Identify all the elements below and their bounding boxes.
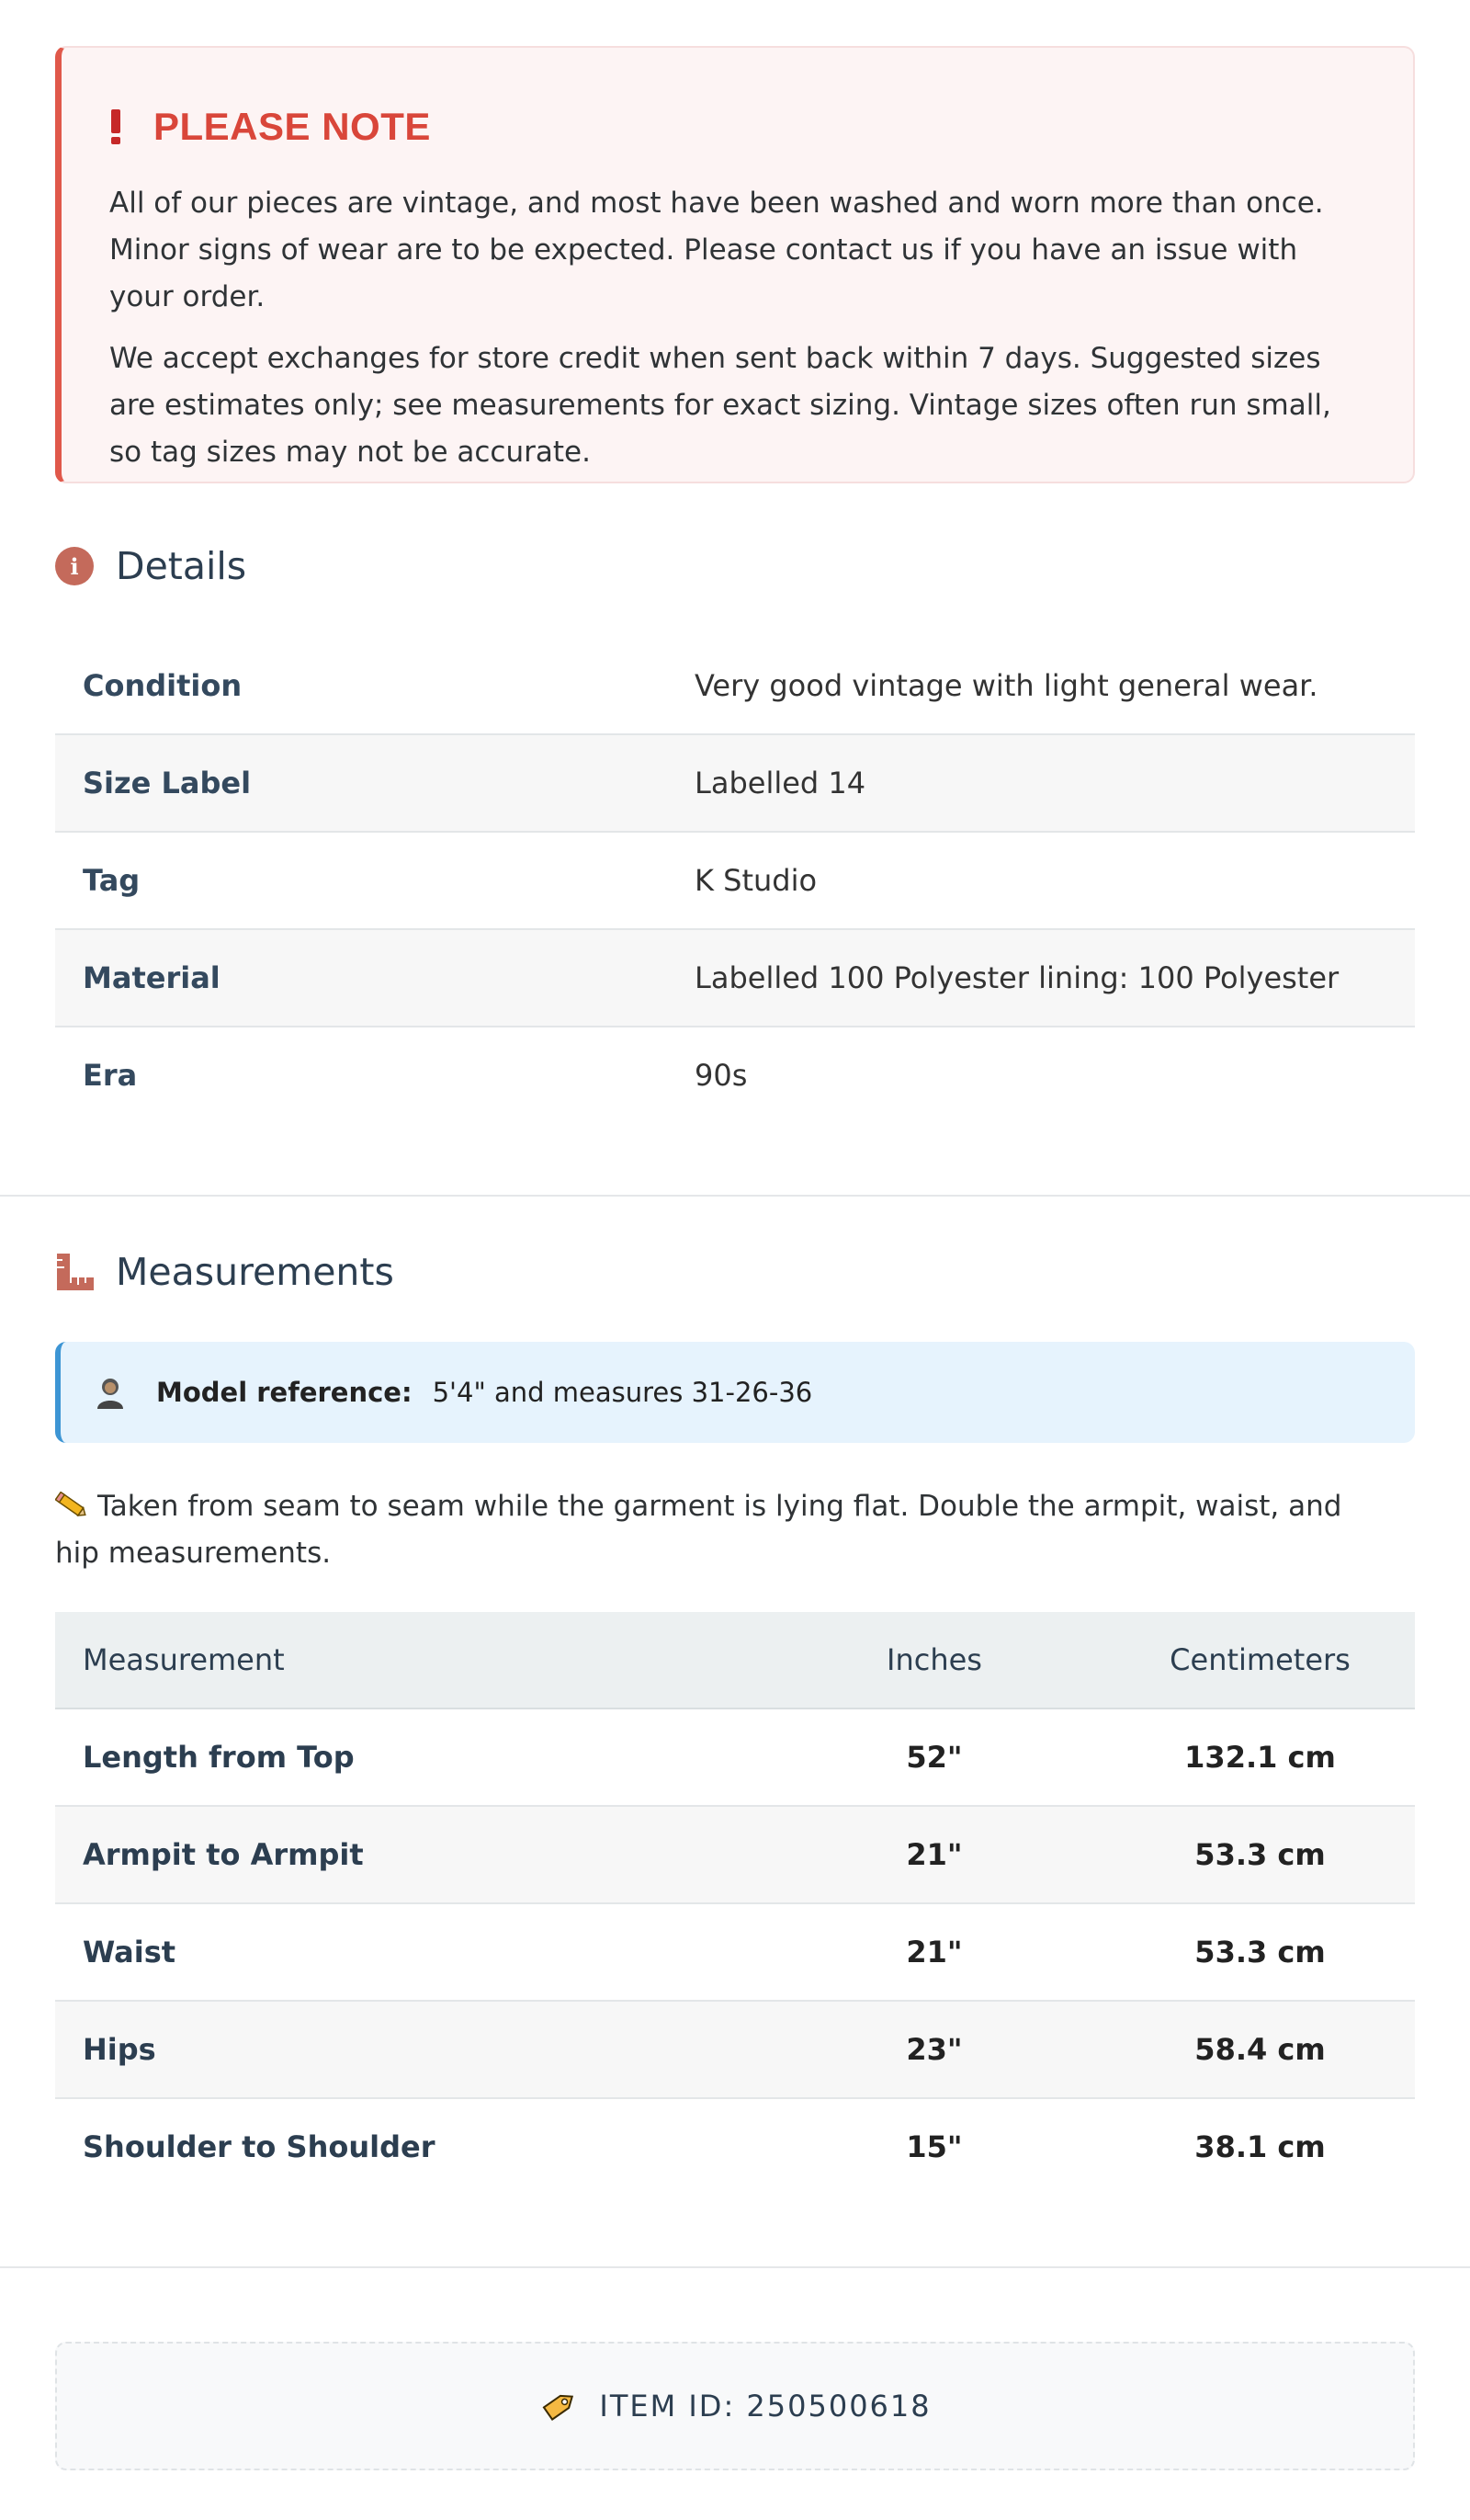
notice-paragraph-2: We accept exchanges for store credit when sent back within 7 days. Suggested sizes are estimates only; see measurements for exact sizing. Vintage sizes often run small, so tag sizes may not be accurate. [109, 342, 1331, 469]
measurement-name: Armpit to Armpit [55, 1806, 763, 1903]
info-icon: i [55, 547, 94, 585]
measurement-name: Hips [55, 2001, 763, 2098]
notice-title-text: PLEASE NOTE [153, 105, 431, 148]
model-reference-value: 5'4" and measures 31-26-36 [432, 1377, 813, 1408]
table-row [55, 1708, 1415, 1806]
detail-label: Size Label [55, 734, 667, 832]
details-heading [55, 544, 246, 588]
measurement-cm: 53.3 cm [1105, 1903, 1415, 2001]
details-table [55, 638, 1415, 1123]
table-row [55, 2001, 1415, 2098]
measurement-inches: 21" [763, 1903, 1105, 2001]
person-icon [92, 1374, 129, 1411]
please-note-box [55, 46, 1415, 483]
table-row [55, 638, 1415, 734]
detail-value: K Studio [667, 832, 1415, 929]
measurement-cm: 38.1 cm [1194, 2129, 1326, 2164]
table-row [55, 1806, 1415, 1903]
table-row [55, 734, 1415, 832]
item-id-box [55, 2342, 1415, 2470]
measurement-inches: 23" [763, 2001, 1105, 2098]
table-row [55, 1027, 1415, 1123]
item-id-text: ITEM ID: 250500618 [599, 2389, 932, 2424]
table-row [55, 929, 1415, 1027]
measurements-heading [55, 1250, 394, 1294]
detail-value: Labelled 100 Polyester lining: 100 Polyester [667, 929, 1415, 1027]
detail-label: Material [55, 929, 667, 1027]
exclamation-icon [109, 109, 120, 144]
detail-label: Tag [55, 832, 667, 929]
detail-label: Era [83, 1058, 138, 1093]
table-header-row [55, 1612, 1415, 1708]
notice-paragraph-1: All of our pieces are vintage, and most have been washed and worn more than once. Minor signs of wear are to be expected. Please contact us if you have an issue with your order. [109, 187, 1324, 313]
details-heading-text: Details [116, 544, 247, 588]
measurement-cm: 53.3 cm [1105, 1806, 1415, 1903]
table-row [55, 2098, 1415, 2195]
measurement-inches: 21" [763, 1806, 1105, 1903]
detail-value: Very good vintage with light general wear. [667, 638, 1415, 734]
model-reference [55, 1342, 1415, 1443]
table-row [55, 832, 1415, 929]
measurement-note-text: Taken from seam to seam while the garment is lying flat. Double the armpit, waist, and hip measurements. [55, 1490, 1342, 1570]
section-divider [0, 1195, 1470, 1197]
measurement-name: Shoulder to Shoulder [83, 2129, 435, 2164]
notice-title [109, 105, 1367, 149]
tag-icon [538, 2386, 579, 2426]
measurement-name: Length from Top [55, 1708, 763, 1806]
measurement-name: Waist [55, 1903, 763, 2001]
detail-value: 90s [695, 1058, 748, 1093]
column-header-measurement: Measurement [55, 1612, 763, 1708]
measurement-inches: 52" [763, 1708, 1105, 1806]
detail-value: Labelled 14 [667, 734, 1415, 832]
measurement-inches: 15" [906, 2129, 963, 2164]
detail-label: Condition [55, 638, 667, 734]
pencil-icon [55, 1492, 88, 1519]
measurements-table [55, 1612, 1415, 2195]
measurement-cm: 132.1 cm [1105, 1708, 1415, 1806]
column-header-centimeters: Centimeters [1105, 1612, 1415, 1708]
measurements-heading-text: Measurements [116, 1250, 394, 1294]
table-row [55, 1903, 1415, 2001]
measurement-note [55, 1483, 1378, 1577]
ruler-icon [55, 1252, 96, 1292]
model-reference-label: Model reference: [156, 1377, 413, 1408]
column-header-inches: Inches [763, 1612, 1105, 1708]
section-divider [0, 2266, 1470, 2268]
measurement-cm: 58.4 cm [1105, 2001, 1415, 2098]
